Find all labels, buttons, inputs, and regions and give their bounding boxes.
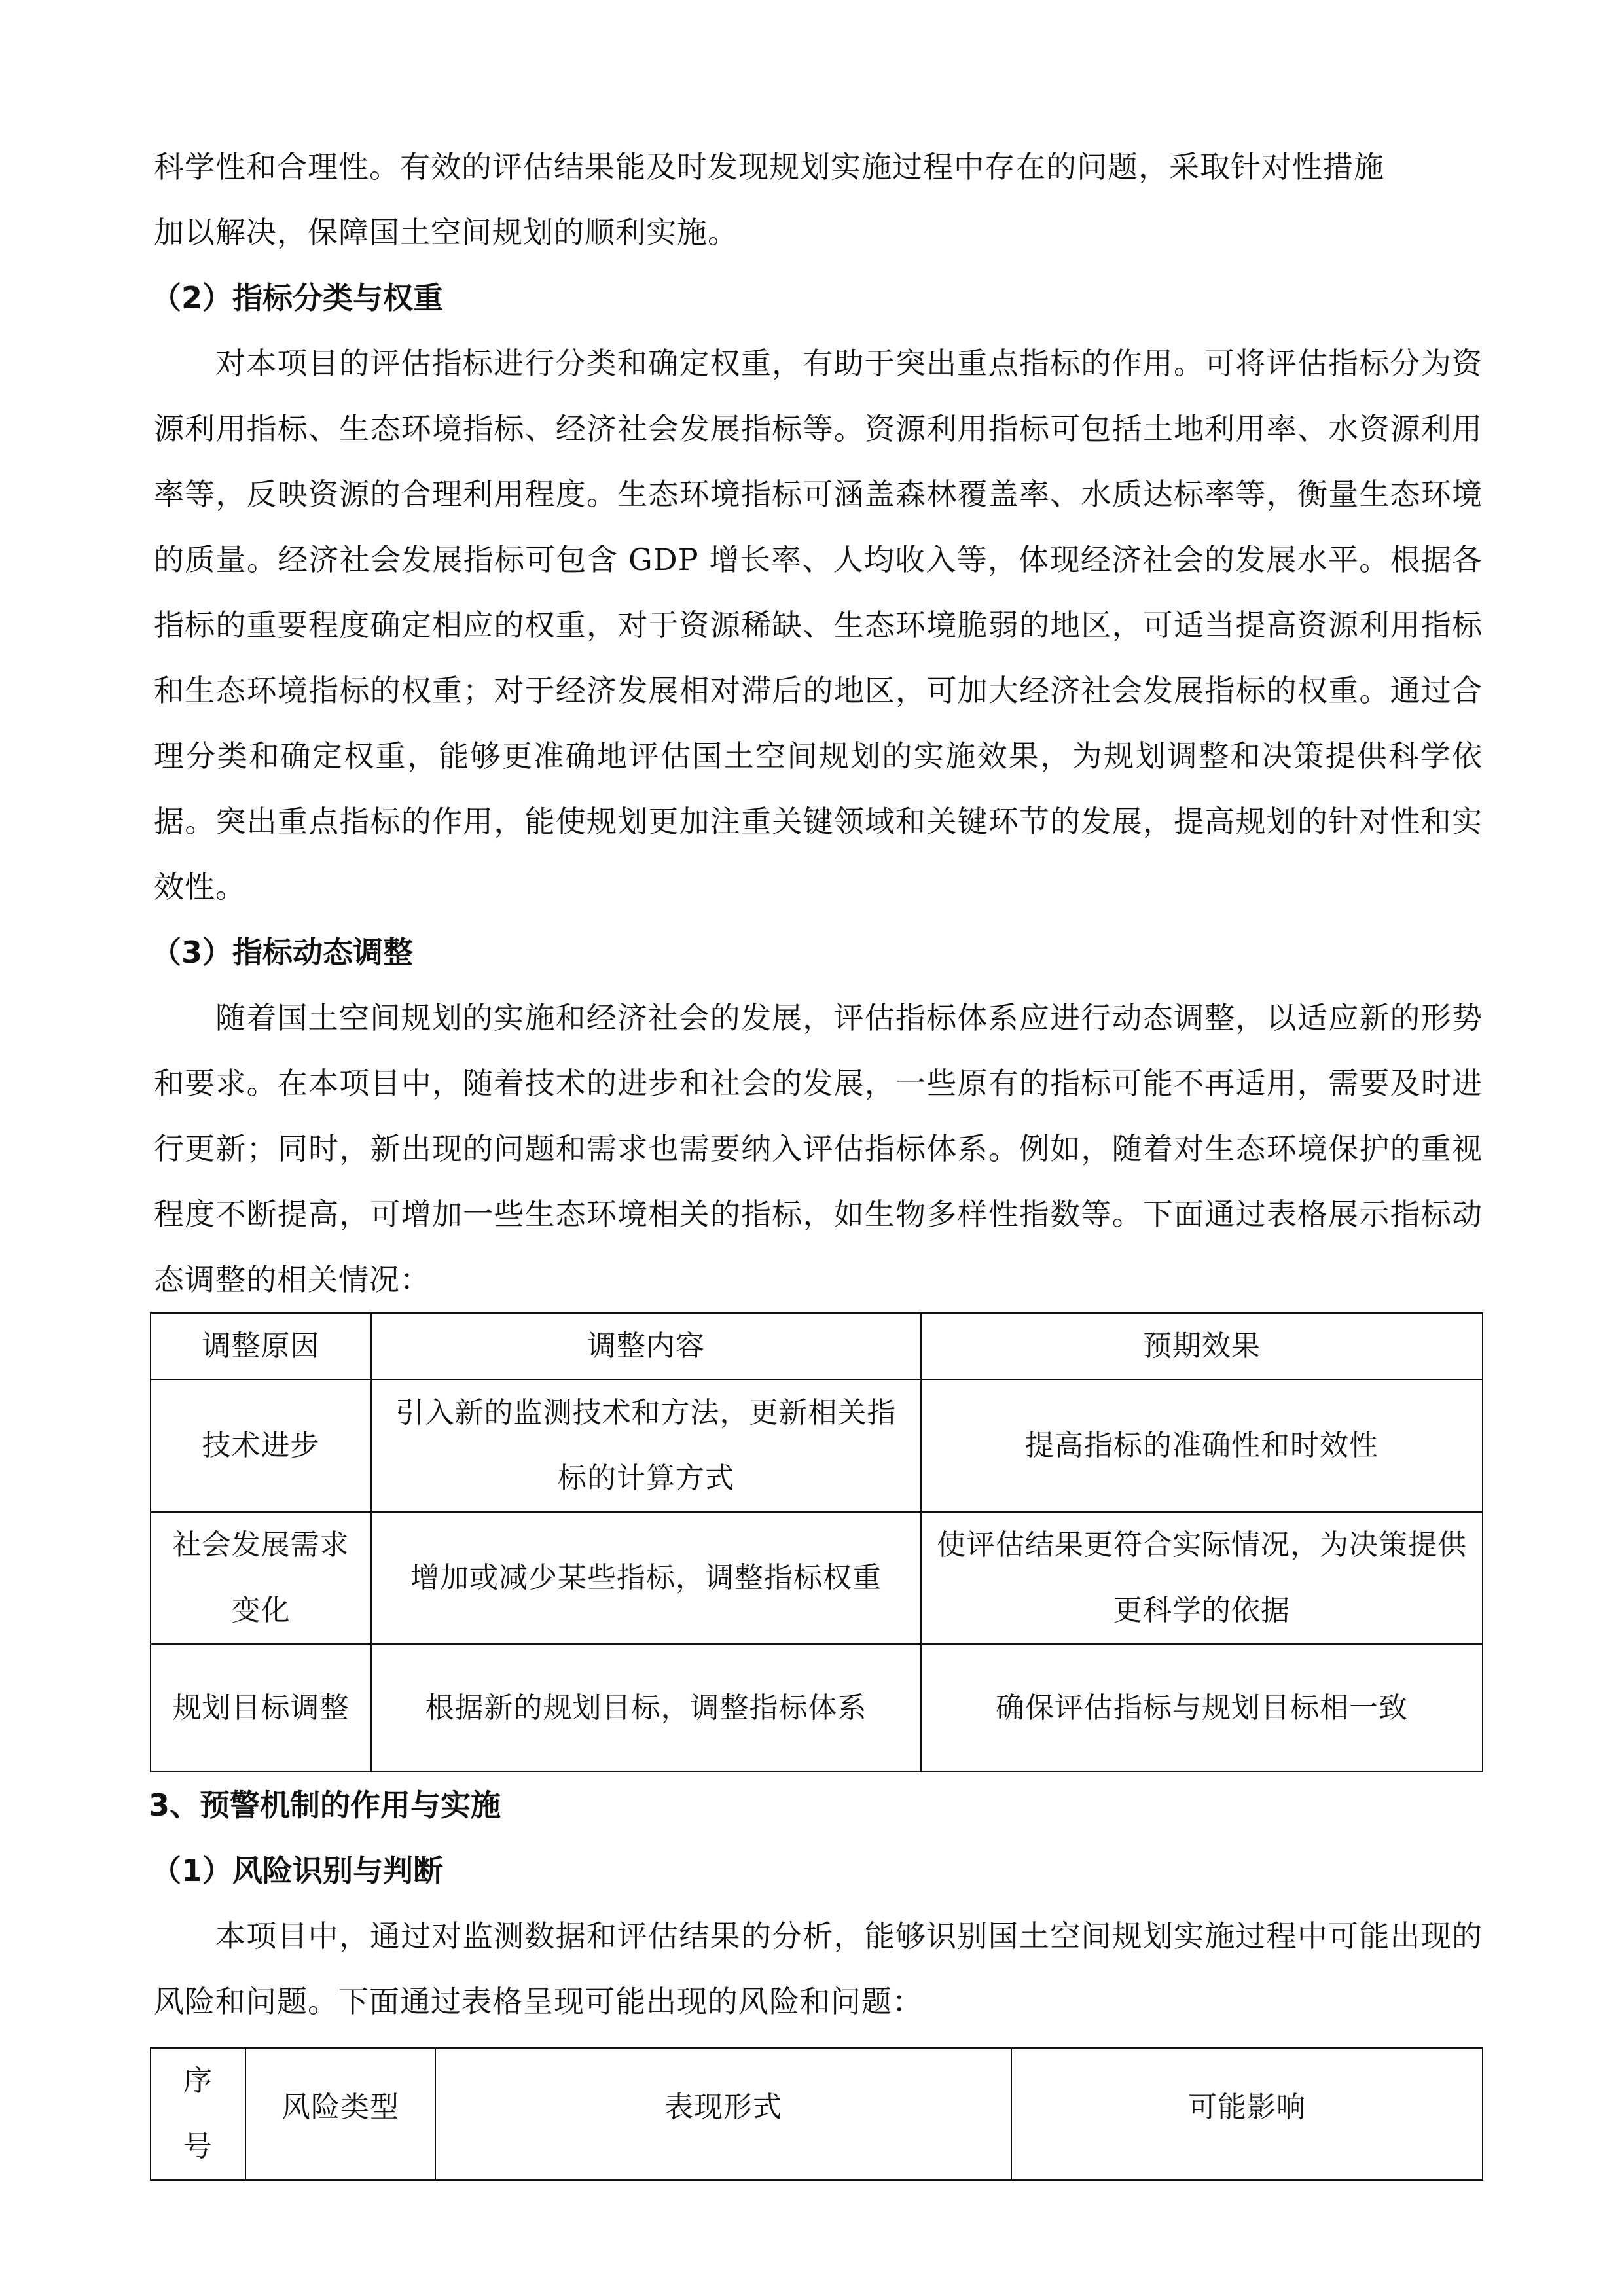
document-page: [149, 134, 1483, 2181]
section-heading-risk-identification: （1）风险识别与判断: [151, 1853, 444, 1888]
section-heading-indicator-weights: （2）指标分类与权重: [151, 280, 444, 315]
table-header-row: [151, 2048, 1483, 2180]
table-row: [151, 1380, 1483, 1512]
header-cell: 调整内容: [371, 1313, 921, 1380]
section-heading-dynamic-adjustment: （3）指标动态调整: [151, 935, 414, 970]
table-cell: 技术进步: [151, 1380, 371, 1512]
header-cell: 风险类型: [245, 2048, 435, 2180]
table-cell: 提高指标的准确性和时效性: [921, 1380, 1483, 1512]
table-cell: 根据新的规划目标，调整指标体系: [371, 1644, 921, 1772]
table-row: [151, 1512, 1483, 1644]
table-cell: 确保评估指标与规划目标相一致: [921, 1644, 1483, 1772]
table-cell: 社会发展需求变化: [151, 1512, 371, 1644]
table-cell: 使评估结果更符合实际情况，为决策提供更科学的依据: [921, 1512, 1483, 1644]
paragraph-dynamic-adjustment: 随着国土空间规划的实施和经济社会的发展，评估指标体系应进行动态调整，以适应新的形势和要求。在本项目中，随着技术的进步和社会的发展，一些原有的指标可能不再适用，需要及时进行更新；同时，新出现的问题和需求也需要纳入评估指标体系。例如，随着对生态环境保护的重视程度不断提高，可增加一些生态环境相关的指标，如生物多样性指数等。下面通过表格展示指标动态调整的相关情况：: [154, 1000, 1483, 1297]
intro-line-1: 科学性和合理性。有效的评估结果能及时发现规划实施过程中存在的问题，采取针对性措施: [154, 149, 1384, 185]
adjustment-table: [150, 1312, 1483, 1772]
table-cell: 规划目标调整: [151, 1644, 371, 1772]
paragraph-indicator-weights: 对本项目的评估指标进行分类和确定权重，有助于突出重点指标的作用。可将评估指标分为资源利用指标、生态环境指标、经济社会发展指标等。资源利用指标可包括土地利用率、水资源利用率等，反映资源的合理利用程度。生态环境指标可涵盖森林覆盖率、水质达标率等，衡量生态环境的质量。经济社会发展指标可包含 GDP 增长率、人均收入等，体现经济社会的发展水平。根据各指标的重要程度确定相应的权重，对于资源稀缺、生态环境脆弱的地区，可适当提高资源利用指标和生态环境指标的权重；对于经济发展相对滞后的地区，可加大经济社会发展指标的权重。通过合理分类和确定权重，能够更准确地评估国土空间规划的实施效果，为规划调整和决策提供科学依据。突出重点指标的作用，能使规划更加注重关键领域和关键环节的发展，提高规划的针对性和实效性。: [154, 346, 1483, 905]
paragraph-risk-identification: 本项目中，通过对监测数据和评估结果的分析，能够识别国土空间规划实施过程中可能出现的风险和问题。下面通过表格呈现可能出现的风险和问题：: [154, 1918, 1483, 2019]
header-cell: 表现形式: [435, 2048, 1011, 2180]
table-cell: 引入新的监测技术和方法，更新相关指标的计算方式: [371, 1380, 921, 1512]
intro-line-2: 加以解决，保障国土空间规划的顺利实施。: [154, 215, 738, 250]
chapter-heading-early-warning: 3、预警机制的作用与实施: [149, 1787, 501, 1823]
header-cell: 可能影响: [1011, 2048, 1483, 2180]
header-cell: 序号: [151, 2048, 245, 2180]
header-cell: 预期效果: [921, 1313, 1483, 1380]
risk-table: [150, 2047, 1483, 2181]
table-cell: 增加或减少某些指标，调整指标权重: [371, 1512, 921, 1644]
table-row: [151, 1644, 1483, 1772]
header-cell: 调整原因: [151, 1313, 371, 1380]
table-header-row: [151, 1313, 1483, 1380]
